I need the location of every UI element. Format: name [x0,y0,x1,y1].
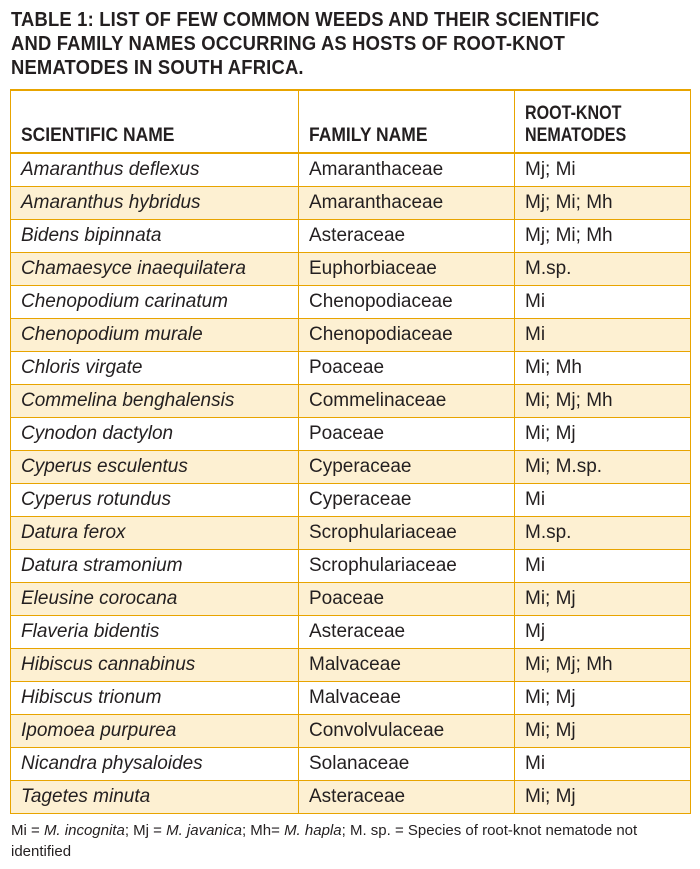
table-row [11,451,691,484]
cell-nematodes: Mi; Mj [515,583,691,616]
cell-nematodes: Mi; Mj [515,715,691,748]
cell-family-name: Poaceae [299,418,515,451]
table-row [11,286,691,319]
cell-nematodes: M.sp. [515,253,691,286]
footnote-mj-name: M. javanica [166,822,242,839]
cell-family-name: Malvaceae [299,682,515,715]
cell-family-name: Cyperaceae [299,451,515,484]
cell-family-name: Scrophulariaceae [299,550,515,583]
cell-nematodes: Mi; M.sp. [515,451,691,484]
cell-family-name: Chenopodiaceae [299,286,515,319]
cell-nematodes: Mi; Mh [515,352,691,385]
table-row [11,781,691,814]
cell-family-name: Asteraceae [299,616,515,649]
cell-family-name: Cyperaceae [299,484,515,517]
header-scientific-name: SCIENTIFIC NAME [11,90,299,153]
cell-family-name: Solanaceae [299,748,515,781]
table-row [11,418,691,451]
cell-scientific-name: Amaranthus hybridus [11,187,299,220]
cell-scientific-name: Datura ferox [11,517,299,550]
footnote-mi-name: M. incognita [43,822,125,839]
cell-nematodes: Mi; Mj; Mh [515,649,691,682]
cell-family-name: Poaceae [299,352,515,385]
table-row [11,484,691,517]
cell-family-name: Amaranthaceae [299,187,515,220]
table-row [11,715,691,748]
cell-nematodes: Mi; Mj; Mh [515,385,691,418]
cell-scientific-name: Tagetes minuta [11,781,299,814]
cell-scientific-name: Cyperus rotundus [11,484,299,517]
cell-family-name: Commelinaceae [299,385,515,418]
cell-nematodes: Mj; Mi; Mh [515,220,691,253]
cell-scientific-name: Flaveria bidentis [11,616,299,649]
table-row [11,187,691,220]
cell-scientific-name: Cyperus esculentus [11,451,299,484]
cell-scientific-name: Chenopodium carinatum [11,286,299,319]
table-row [11,550,691,583]
cell-nematodes: Mi [515,748,691,781]
cell-scientific-name: Amaranthus deflexus [11,153,299,187]
cell-family-name: Scrophulariaceae [299,517,515,550]
table-row [11,517,691,550]
table-footnote: Mi = M. incognita; Mj = M. javanica; Mh= M. hapla; M. sp. = Species of root-knot nematode not identified [11,822,638,860]
cell-family-name: Convolvulaceae [299,715,515,748]
table-caption: TABLE 1: LIST OF FEW COMMON WEEDS AND THEIR SCIENTIFIC AND FAMILY NAMES OCCURRING AS HOSTS OF ROOT-KNOT NEMATODES IN SOUTH AFRICA. [11,9,600,79]
cell-scientific-name: Eleusine corocana [11,583,299,616]
cell-scientific-name: Commelina benghalensis [11,385,299,418]
table-row [11,153,691,187]
cell-scientific-name: Cynodon dactylon [11,418,299,451]
cell-nematodes: Mi [515,550,691,583]
table-row [11,319,691,352]
cell-family-name: Poaceae [299,583,515,616]
table-row [11,253,691,286]
cell-scientific-name: Hibiscus cannabinus [11,649,299,682]
cell-nematodes: Mi [515,319,691,352]
cell-nematodes: Mj; Mi; Mh [515,187,691,220]
header-nematodes-line1: ROOT-KNOT [525,103,622,124]
cell-scientific-name: Nicandra physaloides [11,748,299,781]
cell-nematodes: Mi [515,484,691,517]
table-row [11,682,691,715]
cell-scientific-name: Datura stramonium [11,550,299,583]
cell-scientific-name: Ipomoea purpurea [11,715,299,748]
cell-nematodes: Mj; Mi [515,153,691,187]
table-row [11,649,691,682]
cell-family-name: Amaranthaceae [299,153,515,187]
footnote-mh-name: M. hapla [284,822,342,839]
table-row [11,583,691,616]
table-row [11,385,691,418]
table-header-row [11,90,691,153]
cell-nematodes: Mi; Mj [515,682,691,715]
cell-scientific-name: Bidens bipinnata [11,220,299,253]
table-row [11,748,691,781]
header-nematodes-line2: NEMATODES [525,125,627,146]
table-body [11,153,691,814]
cell-family-name: Chenopodiaceae [299,319,515,352]
cell-family-name: Euphorbiaceae [299,253,515,286]
header-root-knot-nematodes [515,90,691,153]
header-family-name: FAMILY NAME [299,90,515,153]
cell-scientific-name: Chamaesyce inaequilatera [11,253,299,286]
table-row [11,352,691,385]
cell-scientific-name: Chenopodium murale [11,319,299,352]
cell-family-name: Asteraceae [299,781,515,814]
cell-nematodes: M.sp. [515,517,691,550]
table-row [11,220,691,253]
cell-family-name: Asteraceae [299,220,515,253]
cell-nematodes: Mj [515,616,691,649]
table-row [11,616,691,649]
cell-scientific-name: Hibiscus trionum [11,682,299,715]
cell-nematodes: Mi; Mj [515,781,691,814]
cell-nematodes: Mi; Mj [515,418,691,451]
cell-nematodes: Mi [515,286,691,319]
cell-scientific-name: Chloris virgate [11,352,299,385]
cell-family-name: Malvaceae [299,649,515,682]
weeds-table [10,89,691,814]
